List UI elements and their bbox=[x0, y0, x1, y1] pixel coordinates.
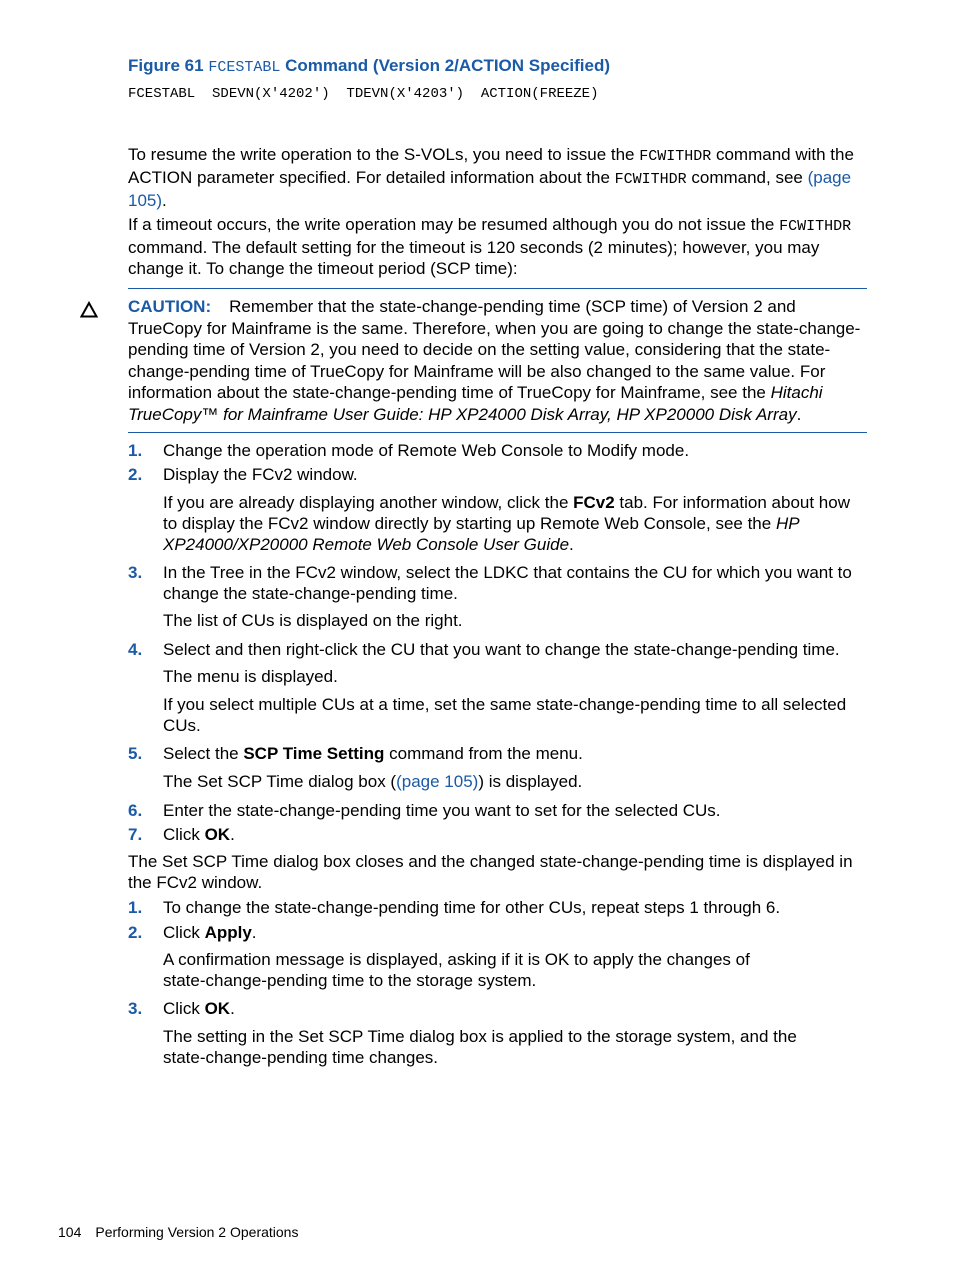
footer-section: Performing Version 2 Operations bbox=[95, 1224, 299, 1240]
step-text bbox=[163, 743, 868, 764]
step2-2-note: A confirmation message is displayed, asking if it is OK to apply the changes of state-change-pending time to the storage system. bbox=[163, 950, 750, 990]
step-text: Select and then right-click the CU that you want to change the state-change-pending time. bbox=[163, 640, 840, 659]
step-text: Change the operation mode of Remote Web Console to Modify mode. bbox=[163, 441, 690, 460]
intro-text: command, see bbox=[686, 168, 808, 187]
figure-command: FCESTABL bbox=[208, 59, 281, 76]
ui-term: OK bbox=[204, 999, 231, 1018]
warning-triangle-icon bbox=[80, 301, 98, 319]
inline-code: FCWITHDR bbox=[639, 148, 712, 165]
inline-code: FCWITHDR bbox=[614, 171, 687, 188]
step-4-note-2: If you select multiple CUs at a time, set the same state-change-pending time to all selected CUs. bbox=[163, 695, 847, 735]
page-link[interactable]: (page 105) bbox=[396, 772, 479, 791]
caution-bottom-rule bbox=[128, 432, 867, 433]
step-text: To change the state-change-pending time for other CUs, repeat steps 1 through 6. bbox=[163, 898, 781, 917]
step-text-part: command from the menu. bbox=[384, 744, 583, 763]
step-text-part: Select the bbox=[163, 744, 244, 763]
intro-paragraph-2 bbox=[128, 214, 868, 279]
step-text-part: . bbox=[230, 825, 235, 844]
page-footer bbox=[58, 1223, 298, 1241]
page-number: 104 bbox=[58, 1224, 82, 1240]
step-text: In the Tree in the FCv2 window, select the LDKC that contains the CU for which you want to change the state-change-pending time. bbox=[163, 563, 852, 603]
note-text: . bbox=[569, 535, 574, 554]
step-number: 1. bbox=[128, 898, 143, 917]
code-example: FCESTABL SDEVN(X'4202') TDEVN(X'4203') ACTION(FREEZE) bbox=[128, 86, 599, 102]
inline-code: FCWITHDR bbox=[779, 218, 852, 235]
intro-text: To resume the write operation to the S-VOLs, you need to issue the bbox=[128, 145, 640, 164]
step-4-note-1: The menu is displayed. bbox=[163, 667, 338, 686]
step-number: 6. bbox=[128, 801, 143, 820]
step-text-part: . bbox=[251, 923, 257, 942]
ui-term: Apply bbox=[204, 923, 252, 942]
step-number: 4. bbox=[128, 640, 143, 659]
step-5-note bbox=[163, 771, 868, 792]
intro-text: command with the ACTION parameter specified. For detailed information about the bbox=[128, 145, 854, 187]
ui-term: FCv2 bbox=[573, 493, 615, 512]
step-text bbox=[163, 824, 868, 845]
step-text: Display the FCv2 window. bbox=[163, 465, 358, 484]
intro-paragraph-1 bbox=[128, 144, 868, 211]
guide-reference: HP XP24000/XP20000 Remote Web Console User Guide bbox=[163, 514, 799, 554]
note-text: If you are already displaying another window, click the bbox=[163, 493, 574, 512]
step-text: Enter the state-change-pending time you want to set for the selected CUs. bbox=[163, 801, 721, 820]
caution-top-rule bbox=[128, 288, 867, 289]
caution-text: . bbox=[796, 404, 802, 424]
step-text bbox=[163, 998, 868, 1019]
step-text-part: Click bbox=[163, 999, 205, 1018]
step-3-note: The list of CUs is displayed on the right. bbox=[163, 611, 463, 630]
step-2-note bbox=[163, 492, 868, 555]
closing-paragraph: The Set SCP Time dialog box closes and the changed state-change-pending time is displayed in the FCv2 window. bbox=[128, 852, 853, 892]
step-number: 2. bbox=[128, 923, 143, 942]
intro-text: . bbox=[162, 191, 167, 210]
note-text: ) is displayed. bbox=[478, 772, 583, 791]
step-text-part: . bbox=[230, 999, 235, 1018]
page-link[interactable]: (page 105) bbox=[128, 168, 852, 210]
step2-3-note: The setting in the Set SCP Time dialog box is applied to the storage system, and the state-change-pending time changes. bbox=[163, 1027, 797, 1067]
figure-title bbox=[128, 56, 868, 78]
intro-text: command. The default setting for the timeout is 120 seconds (2 minutes); however, you may change it. To change the timeout period (SCP time): bbox=[128, 238, 820, 278]
figure-label: Figure 61 bbox=[128, 56, 204, 75]
step-number: 3. bbox=[128, 999, 143, 1018]
caution-label: CAUTION: bbox=[128, 297, 212, 316]
step-number: 3. bbox=[128, 563, 143, 582]
step-number: 5. bbox=[128, 744, 143, 763]
step-number: 1. bbox=[128, 441, 143, 460]
caution-note bbox=[128, 296, 868, 425]
step-number: 2. bbox=[128, 465, 143, 484]
note-text: The Set SCP Time dialog box ( bbox=[163, 772, 397, 791]
step-text-part: Click bbox=[163, 923, 205, 942]
step-number: 7. bbox=[128, 825, 143, 844]
step-text bbox=[163, 922, 868, 943]
caution-reference: Hitachi TrueCopy™ for Mainframe User Guide: HP XP24000 Disk Array, HP XP20000 Disk Array bbox=[128, 383, 823, 424]
ui-term: OK bbox=[204, 825, 231, 844]
note-text: tab. For information about how to display the FCv2 window directly by starting up Remote Web Console, see the bbox=[163, 493, 850, 533]
caution-text: Remember that the state-change-pending time (SCP time) of Version 2 and TrueCopy for Mainframe is the same. Therefore, when you are going to change the state-change-pending time of Version 2, you need to decide on the setting value, considering that the state-change-pending time of TrueCopy for Mainframe will be also changed to the same value. For information about the state-change-pending time of TrueCopy for Mainframe, see the bbox=[128, 297, 861, 402]
ui-term: SCP Time Setting bbox=[243, 744, 385, 763]
figure-title-text: Command (Version 2/ACTION Specified) bbox=[285, 56, 611, 75]
intro-text: If a timeout occurs, the write operation may be resumed although you do not issue the bbox=[128, 215, 780, 234]
step-text-part: Click bbox=[163, 825, 205, 844]
